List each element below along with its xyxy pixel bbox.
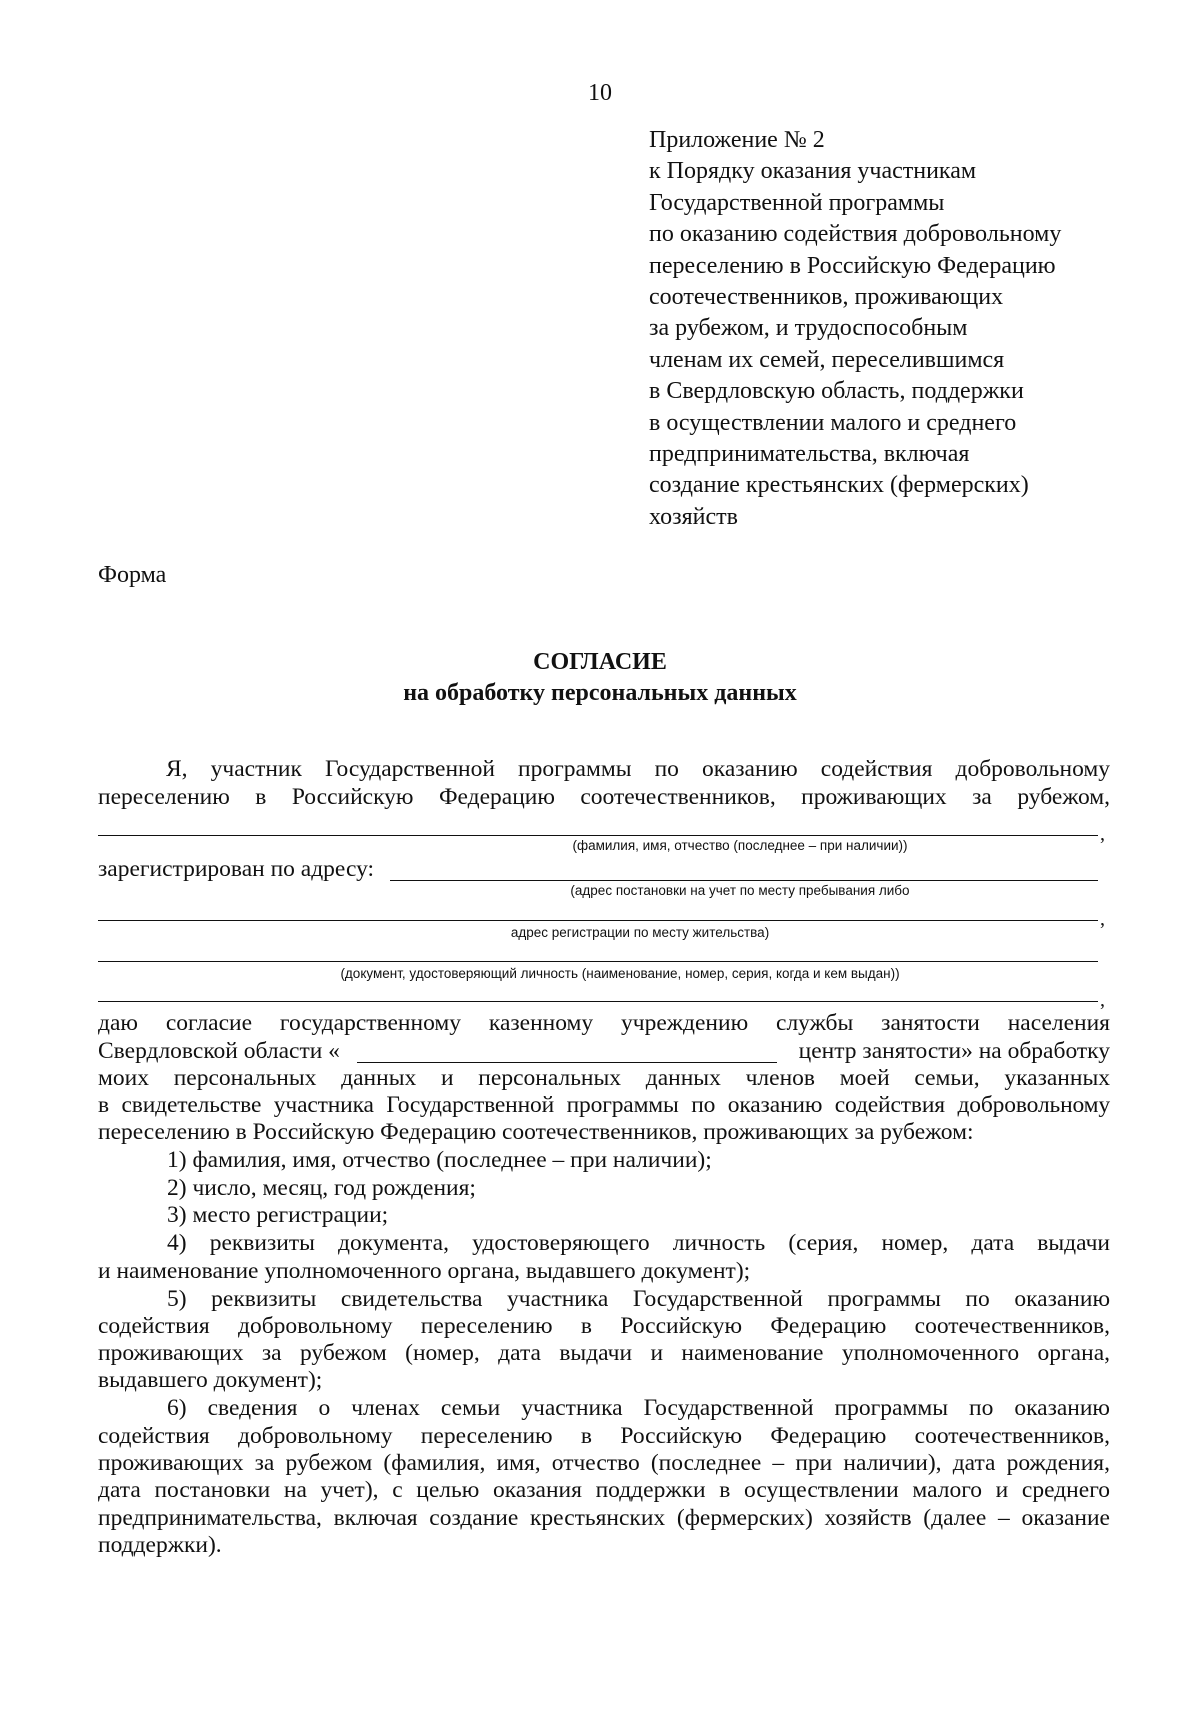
appendix-header	[649, 125, 1129, 533]
item-5-line-3: проживающих за рубежом (номер, дата выдачи и наименование уполномоченного органа,	[98, 1340, 1110, 1366]
appendix-line: Государственной программы	[649, 189, 945, 216]
item-5-line-1: 5) реквизиты свидетельства участника Государственной программы по оказанию	[167, 1286, 1110, 1312]
appendix-line: членам их семей, переселившимся	[649, 346, 1005, 373]
appendix-line: в осуществлении малого и среднего	[649, 409, 1017, 436]
item-6-line-6: поддержки).	[98, 1532, 222, 1558]
intro-line-1: Я, участник Государственной программы по оказанию содействия добровольному	[166, 756, 1110, 782]
address-field-1[interactable]	[390, 880, 1098, 881]
consent-line-1: даю согласие государственному казенному учреждению службы занятости населения	[98, 1010, 1110, 1036]
appendix-line: хозяйств	[649, 503, 738, 530]
document-comma: ,	[1100, 989, 1105, 1011]
item-6-line-2: содействия добровольному переселению в Российскую Федерацию соотечественников,	[98, 1423, 1110, 1449]
item-5-line-4: выдавшего документ);	[98, 1367, 323, 1393]
appendix-line: за рубежом, и трудоспособным	[649, 315, 968, 342]
fio-comma: ,	[1100, 823, 1105, 845]
item-6-line-5: предпринимательства, включая создание крестьянских (фермерских) хозяйств (далее – оказание	[98, 1505, 1110, 1531]
title-main: СОГЛАСИЕ	[533, 649, 667, 675]
appendix-line: предпринимательства, включая	[649, 441, 970, 468]
consent-line-2a: Свердловской области «	[98, 1038, 340, 1064]
appendix-line: к Порядку оказания участникам	[649, 158, 977, 185]
consent-line-3: моих персональных данных и персональных данных членов моей семьи, указанных	[98, 1065, 1110, 1091]
form-label: Форма	[98, 562, 167, 588]
appendix-line: по оказанию содействия добровольному	[649, 221, 1062, 248]
appendix-line: в Свердловскую область, поддержки	[649, 378, 1024, 405]
consent-line-4: в свидетельстве участника Государственной программы по оказанию содействия добровольному	[98, 1092, 1110, 1118]
intro-line-2: переселению в Российскую Федерацию соотечественников, проживающих за рубежом,	[98, 784, 1110, 810]
fio-caption: (фамилия, имя, отчество (последнее – при наличии))	[572, 838, 908, 853]
item-2: 2) число, месяц, год рождения;	[167, 1175, 476, 1201]
document-field-1[interactable]	[98, 961, 1098, 962]
consent-line-2b: центр занятости» на обработку	[798, 1038, 1110, 1064]
document-title	[0, 647, 1200, 709]
address-caption-2: адрес регистрации по месту жительства)	[510, 925, 770, 940]
item-6-line-1: 6) сведения о членах семьи участника Государственной программы по оказанию	[167, 1395, 1110, 1421]
title-sub: на обработку персональных данных	[403, 680, 797, 706]
item-6-line-4: дата постановки на учет), с целью оказания поддержки в осуществлении малого и среднего	[98, 1477, 1110, 1503]
address-comma: ,	[1100, 908, 1105, 930]
appendix-line: переселению в Российскую Федерацию	[649, 252, 1056, 279]
appendix-line: Приложение № 2	[649, 127, 825, 153]
fio-field[interactable]	[98, 835, 1098, 836]
consent-line-5: переселению в Российскую Федерацию соотечественников, проживающих за рубежом:	[98, 1119, 974, 1145]
registered-label: зарегистрирован по адресу:	[98, 856, 375, 882]
appendix-line: соотечественников, проживающих	[649, 284, 1004, 311]
item-3: 3) место регистрации;	[167, 1202, 389, 1228]
document-field-2[interactable]	[98, 1001, 1098, 1002]
document-caption: (документ, удостоверяющий личность (наименование, номер, серия, когда и кем выдан))	[340, 966, 900, 981]
item-5-line-2: содействия добровольному переселению в Российскую Федерацию соотечественников,	[98, 1313, 1110, 1339]
page-number: 10	[588, 80, 612, 106]
center-name-field[interactable]	[357, 1062, 777, 1063]
item-1: 1) фамилия, имя, отчество (последнее – при наличии);	[167, 1147, 712, 1173]
item-4-line-2: и наименование уполномоченного органа, выдавшего документ);	[98, 1258, 751, 1284]
item-4-line-1: 4) реквизиты документа, удостоверяющего личность (серия, номер, дата выдачи	[167, 1230, 1110, 1256]
address-caption-1: (адрес постановки на учет по месту пребывания либо	[570, 883, 910, 898]
item-6-line-3: проживающих за рубежом (фамилия, имя, отчество (последнее – при наличии), дата рождения,	[98, 1450, 1110, 1476]
address-field-2[interactable]	[98, 920, 1098, 921]
appendix-line: создание крестьянских (фермерских)	[649, 472, 1029, 499]
